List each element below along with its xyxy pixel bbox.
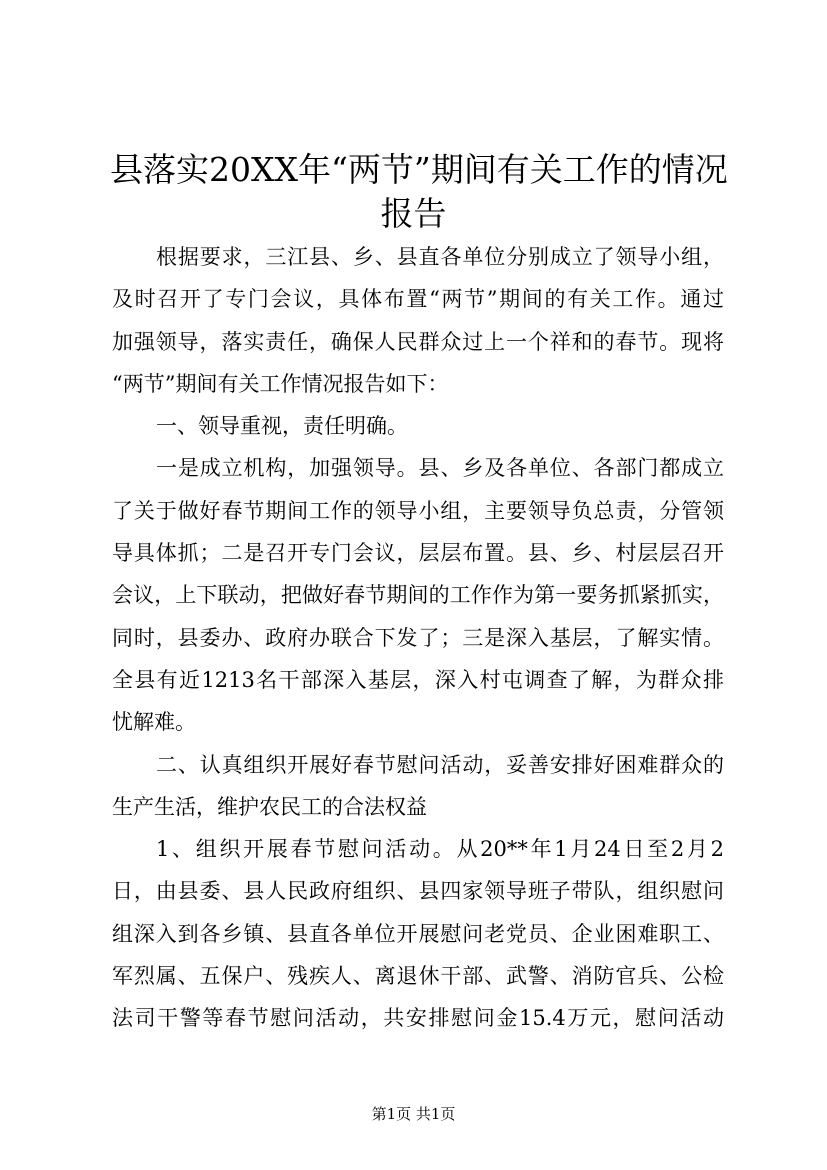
paragraph-line: “两节”期间有关工作情况报告如下： <box>112 371 449 396</box>
paragraph-line: 根据要求，三江县、乡、县直各单位分别成立了领导小组， <box>156 245 724 269</box>
document-title-line-2: 报告 <box>380 194 447 233</box>
paragraph-line: 加强领导，落实责任，确保人民群众过上一个祥和的春节。现将 <box>112 329 724 354</box>
paragraph-line: 同时，县委办、政府办联合下发了；三是深入基层，了解实情。 <box>112 625 724 650</box>
paragraph-line: 会议，上下联动，把做好春节期间的工作作为第一要务抓紧抓实， <box>112 583 724 608</box>
paragraph-line: 忧解难。 <box>112 710 196 735</box>
paragraph-line: 一是成立机构，加强领导。县、乡及各单位、各部门都成立 <box>156 456 724 481</box>
section-heading: 二、认真组织开展好春节慰问活动，妥善安排好困难群众的 <box>156 752 724 777</box>
paragraph-line: 导具体抓；二是召开专门会议，层层布置。县、乡、村层层召开 <box>112 541 724 566</box>
paragraph-line: 了关于做好春节期间工作的领导小组，主要领导负总责，分管领 <box>112 498 724 523</box>
paragraph-line: 军烈属、五保户、残疾人、离退休干部、武警、消防官兵、公检 <box>112 964 724 989</box>
paragraph-line: 日，由县委、县人民政府组织、县四家领导班子带队，组织慰问 <box>112 879 724 904</box>
document-title-line-1: 县落实20XX年“两节”期间有关工作的情况 <box>110 150 728 189</box>
section-heading: 生产生活，维护农民工的合法权益 <box>112 794 427 819</box>
document-body <box>112 236 724 1040</box>
section-heading: 一、领导重视，责任明确。 <box>156 414 408 439</box>
paragraph-line: 及时召开了专门会议，具体布置“两节”期间的有关工作。通过 <box>112 287 724 312</box>
paragraph-line: 全县有近1213名干部深入基层，深入村屯调查了解，为群众排 <box>112 667 724 692</box>
paragraph-line: 1、组织开展春节慰问活动。从20**年1月24日至2月2 <box>156 837 724 862</box>
page-number-footer: 第1页 共1页 <box>371 1105 456 1123</box>
paragraph-line: 组深入到各乡镇、县直各单位开展慰问老党员、企业困难职工、 <box>112 921 724 946</box>
paragraph-line: 法司干警等春节慰问活动，共安排慰问金15.4万元，慰问活动 <box>112 1006 724 1031</box>
